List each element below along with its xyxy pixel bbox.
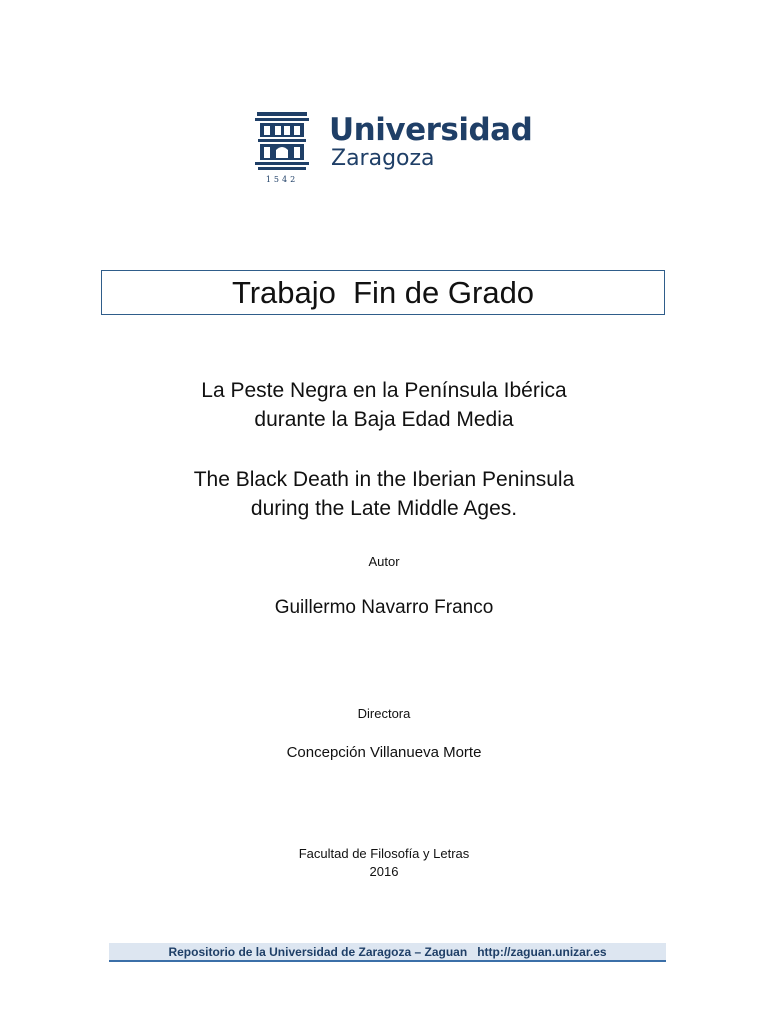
director-label: Directora	[357, 706, 411, 721]
spanish-title	[0, 376, 768, 434]
english-title-line2: during the Late Middle Ages.	[250, 497, 518, 520]
university-logo	[255, 112, 533, 192]
logo-year: 1542	[265, 175, 299, 184]
repository-footer	[109, 943, 666, 962]
english-title	[0, 465, 768, 523]
spanish-title-line1: La Peste Negra en la Península Ibérica	[201, 379, 567, 402]
author-name: Guillermo Navarro Franco	[274, 597, 494, 618]
faculty-name: Facultad de Filosofía y Letras	[298, 846, 470, 861]
repository-footer-text: Repositorio de la Universidad de Zaragoza – Zaguan http://zaguan.unizar.es	[168, 944, 607, 959]
document-type-title: Trabajo Fin de Grado	[231, 274, 535, 310]
document-type-box	[101, 270, 665, 315]
director-name: Concepción Villanueva Morte	[286, 744, 482, 761]
logo-wordmark-zaragoza: Zaragoza	[331, 146, 435, 171]
english-title-line1: The Black Death in the Iberian Peninsula	[193, 468, 575, 491]
logo-wordmark-universidad: Universidad	[329, 112, 533, 148]
author-label: Autor	[368, 554, 400, 569]
submission-year: 2016	[369, 864, 399, 879]
spanish-title-line2: durante la Baja Edad Media	[254, 408, 514, 431]
